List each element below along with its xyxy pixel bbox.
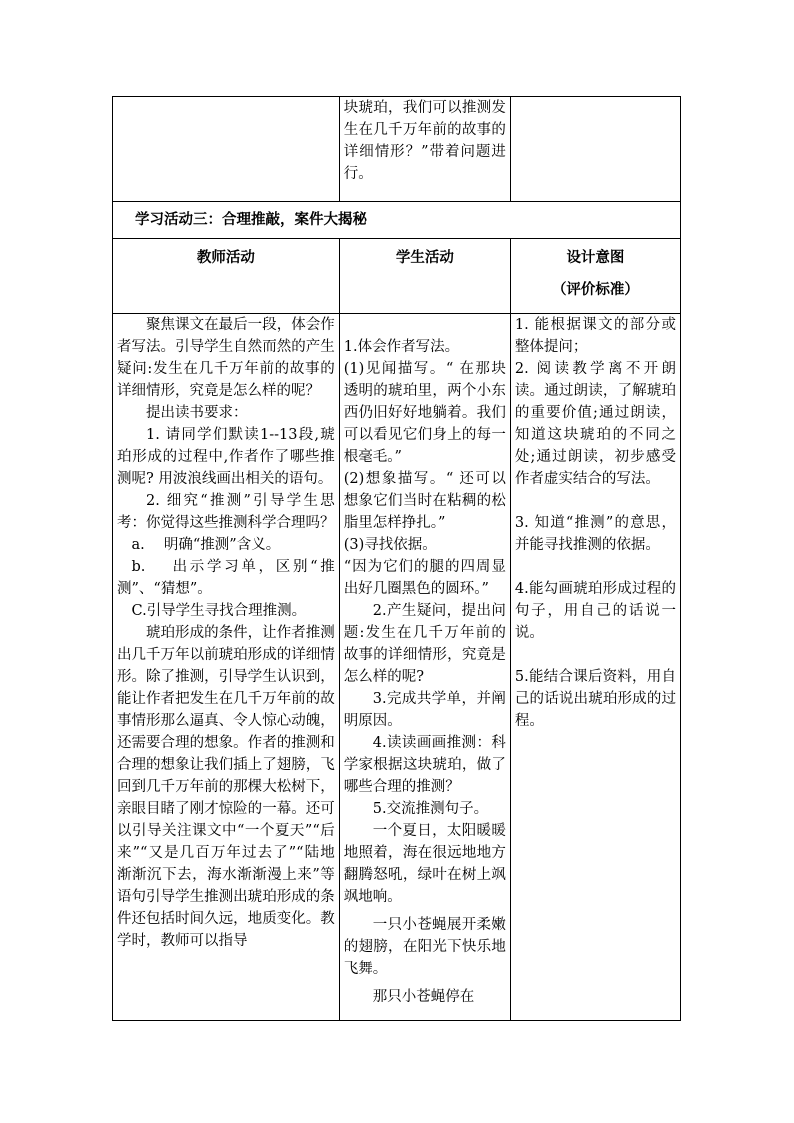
student-paragraph: 那只小苍蝇停在: [372, 989, 475, 1005]
teacher-paragraph: 提出读书要求：: [146, 405, 248, 421]
student-paragraph: (1)见闻描写。“ 在那块透明的琥珀里，两个小东西仍旧好好地躺着。我们可以看见它们身上的每一根毫毛。”: [343, 361, 506, 465]
teacher-paragraph: 琥珀形成的条件，让作者推测出几千万年以前琥珀形成的详细情形。除了推测，引导学生认识到，能让作者把发生在几千万年前的故事情形那么逼真、令人惊心动魄，还需要合理的想象。作者的推测和合理的想象让我们插上了翅膀，飞回到几千万年前的那棵大松树下，亲眼目睹了刚才惊险的一幕。还可以引导关注课文中“一个夏天”“后来”“又是几百万年过去了”“陆地渐渐沉下去，海水渐渐漫上来”等语句引导学生推测出琥珀形成的条件还包括时间久远，地质变化。教学时，教师可以指导: [117, 625, 335, 949]
design-cell-empty: [510, 97, 680, 202]
student-paragraph: 2.产生疑问，提出问题:发生在几千万年前的故事的详细情形，究竟是怎么样的呢?: [343, 603, 506, 685]
continued-row: [113, 97, 681, 202]
teacher-paragraph: 2. 细究“推测”引导学生思考：你觉得这些推测科学合理吗？: [117, 493, 335, 531]
teacher-paragraph: 聚焦课文在最后一段，体会作者写法。引导学生自然而然的产生疑问:发生在几千万年前的故事的详细情形，究竟是怎么样的呢？: [117, 317, 335, 399]
design-paragraph: 1. 能根据课文的部分或整体提问；: [514, 317, 676, 355]
teacher-paragraph: b. 出示学习单，区别“推测”、“猜想”。: [117, 559, 335, 597]
student-paragraph: (2)想象描写。“ 还可以想象它们当时在粘稠的松脂里怎样挣扎。”: [343, 471, 506, 531]
teacher-paragraph: 1. 请同学们默读1--13段,琥珀形成的过程中,作者作了哪些推测呢? 用波浪线画出相关的语句。: [117, 427, 335, 487]
section-title: 学习活动三：合理推敲，案件大揭秘: [113, 202, 681, 239]
student-paragraph: “因为它们的腿的四周显出好几圈黑色的圆环。”: [343, 559, 506, 597]
student-activity-cell: [339, 314, 510, 1021]
student-paragraph: (3)寻找依据。: [343, 537, 437, 553]
body-row: [113, 314, 681, 1021]
header-design: [510, 239, 680, 314]
header-row: [113, 239, 681, 314]
header-student: 学生活动: [339, 239, 510, 314]
section-title-row: [113, 202, 681, 239]
student-paragraph: 5.交流推测句子。: [372, 801, 489, 817]
student-paragraph: 一个夏日，太阳暖暖地照着，海在很远地地方翻腾怒吼，绿叶在树上飒飒地响。: [343, 823, 506, 905]
teacher-paragraph: C.引导学生寻找合理推测。: [131, 603, 307, 619]
student-paragraph: 一只小苍蝇展开柔嫩的翅膀，在阳光下快乐地飞舞。: [343, 917, 506, 977]
design-paragraph: 4.能勾画琥珀形成过程的句子，用自己的话说一说。: [514, 581, 676, 641]
student-continued-text: 块琥珀，我们可以推测发生在几千万年前的故事的详细情形？”带着问题进行。: [343, 100, 506, 182]
design-intent-cell: [510, 314, 680, 1021]
student-paragraph: 1.体会作者写法。: [343, 339, 460, 355]
design-paragraph: 2. 阅读教学离不开朗读。通过朗读，了解琥珀的重要价值;通过朗读，知道这块琥珀的不同之处;通过朗读，初步感受作者虚实结合的写法。: [514, 361, 676, 487]
header-teacher: 教师活动: [113, 239, 340, 314]
student-paragraph: 4.读读画画推测：科学家根据这块琥珀，做了哪些合理的推测？: [343, 735, 506, 795]
design-paragraph: 5.能结合课后资料，用自己的话说出琥珀形成的过程。: [514, 669, 676, 729]
lesson-plan-table: [112, 96, 681, 1021]
student-cell-continued: [339, 97, 510, 202]
design-paragraph: 3. 知道“推测”的意思，并能寻找推测的依据。: [514, 515, 676, 553]
student-paragraph: 3.完成共学单，并阐明原因。: [343, 691, 506, 729]
teacher-cell-empty: [113, 97, 340, 202]
header-design-sub: （评价标准）: [551, 281, 639, 298]
header-design-title: 设计意图: [566, 249, 625, 266]
teacher-activity-cell: [113, 314, 340, 1021]
teacher-paragraph: a. 明确“推测”含义。: [131, 537, 281, 553]
